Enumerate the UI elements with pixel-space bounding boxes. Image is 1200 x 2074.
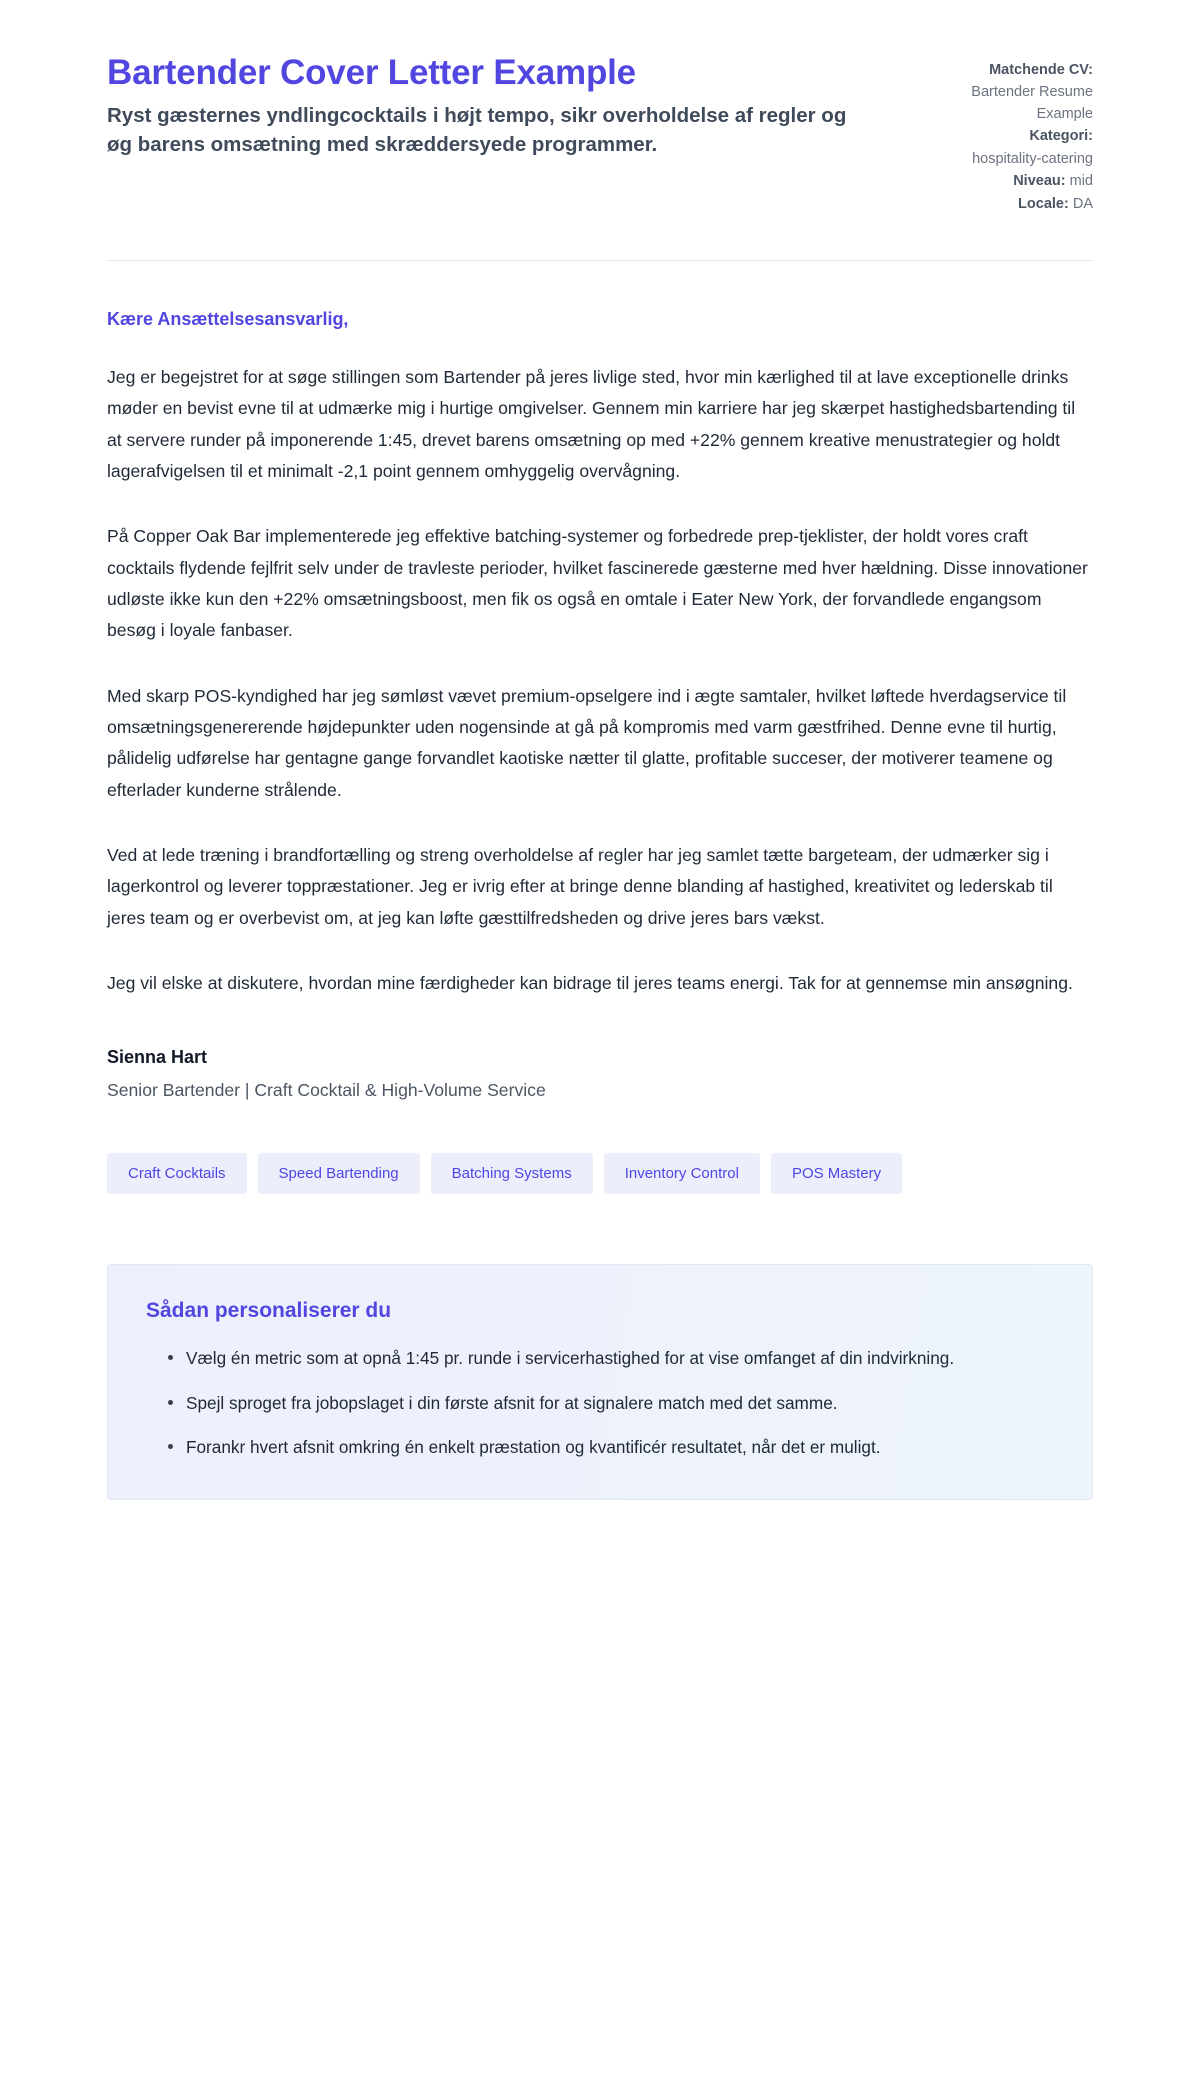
meta-locale-label: Locale: bbox=[1018, 195, 1069, 212]
meta-category-value-row bbox=[918, 149, 1093, 170]
meta-level-label: Niveau: bbox=[1013, 173, 1066, 190]
skill-tag[interactable]: Craft Cocktails bbox=[107, 1153, 247, 1194]
callout-tip-item: Vælg én metric som at opnå 1:45 pr. runde i servicerhastighed for at vise omfanget af din indvirkning. bbox=[168, 1343, 1054, 1374]
letter-body bbox=[107, 261, 1093, 999]
meta-locale-value: DA bbox=[1072, 195, 1093, 212]
header-text-block bbox=[107, 52, 878, 160]
meta-matching-cv-label: Matchende CV: bbox=[989, 62, 1093, 78]
skill-tag[interactable]: POS Mastery bbox=[771, 1153, 902, 1194]
letter-paragraph: Jeg vil elske at diskutere, hvordan mine færdigheder kan bidrage til jeres teams energi. Tak for at gennemse min ansøgning. bbox=[107, 972, 1073, 993]
skill-tag[interactable]: Inventory Control bbox=[604, 1153, 760, 1194]
meta-matching-cv-value: Bartender Resume Example bbox=[971, 84, 1093, 122]
document-header bbox=[107, 0, 1093, 216]
meta-category bbox=[918, 126, 1093, 147]
signature-name: Sienna Hart bbox=[107, 1047, 208, 1068]
page-subtitle: Ryst gæsternes yndlingcocktails i højt tempo, sikr overholdelse af regler og øg barens omsætning med skræddersyede programmer. bbox=[107, 104, 847, 157]
callout-tip-item: Forankr hvert afsnit omkring én enkelt præstation og kvantificér resultatet, når det er muligt. bbox=[168, 1432, 1054, 1463]
callout-tip-item: Spejl sproget fra jobopslaget i din første afsnit for at signalere match med det samme. bbox=[168, 1388, 1054, 1419]
meta-category-label: Kategori: bbox=[1029, 128, 1093, 145]
skill-tag[interactable]: Batching Systems bbox=[431, 1153, 593, 1194]
letter-paragraph: Jeg er begejstret for at søge stillingen som Bartender på jeres livlige sted, hvor min kærlighed til at lave exceptionelle drinks møder en bevist evne til at udmærke mig i hurtige omgivelser. Gennem min karriere har jeg skærpet hastighedsbartending til at servere runder på imponerende 1:45, drevet barens omsætning op med +22% gennem kreative menustrategier og holdt lagerafvigelsen til et minimalt -2,1 point gennem omhyggelig overvågning. bbox=[107, 367, 1076, 482]
skill-tag[interactable]: Speed Bartending bbox=[258, 1153, 420, 1194]
meta-level bbox=[918, 171, 1093, 192]
meta-locale bbox=[918, 194, 1093, 215]
meta-matching-cv bbox=[918, 60, 1093, 81]
page-title: Bartender Cover Letter Example bbox=[107, 53, 636, 92]
letter-salutation: Kære Ansættelsesansvarlig, bbox=[107, 309, 349, 330]
meta-level-value: mid bbox=[1069, 173, 1093, 190]
callout-tip-list bbox=[146, 1343, 1054, 1463]
personalization-callout bbox=[107, 1264, 1093, 1500]
document-metadata bbox=[918, 52, 1093, 216]
letter-paragraph: Ved at lede træning i brandfortælling og streng overholdelse af regler har jeg samlet tætte bargeteam, der udmærker sig i lagerkontrol og leverer toppræstationer. Jeg er ivrig efter at bringe denne blanding af hastighed, kreativitet og lederskab til jeres team og er overbevist om, at jeg kan løfte gæsttilfredsheden og drive jeres bars vækst. bbox=[107, 844, 1053, 928]
meta-category-value: hospitality-catering bbox=[972, 150, 1093, 167]
meta-matching-cv-value-row bbox=[918, 82, 1093, 125]
callout-title: Sådan personaliserer du bbox=[146, 1299, 392, 1323]
skill-tag-list bbox=[107, 1153, 1093, 1194]
letter-paragraph: Med skarp POS-kyndighed har jeg sømløst vævet premium-opselgere ind i ægte samtaler, hvilket løftede hverdagservice til omsætningsgenererende højdepunkter uden nogensinde at gå på kompromis med varm gæstfrihed. Denne evne til hurtig, pålidelig udførelse har gentagne gange forvandlet kaotiske nætter til glatte, profitable succeser, der motiverer teamene og efterlader kunderne strålende. bbox=[107, 685, 1067, 800]
signature-title: Senior Bartender | Craft Cocktail & High-Volume Service bbox=[107, 1080, 546, 1101]
letter-paragraph: På Copper Oak Bar implementerede jeg effektive batching-systemer og forbedrede prep-tjeklister, der holdt vores craft cocktails flydende fejlfrit selv under de travleste perioder, hvilket fascinerede gæsterne med hver hældning. Disse innovationer udløste ikke kun den +22% omsætningsboost, men fik os også en omtale i Eater New York, der forvandlede engangsom besøg i loyale fanbaser. bbox=[107, 526, 1088, 641]
signature-block bbox=[107, 1047, 1093, 1101]
